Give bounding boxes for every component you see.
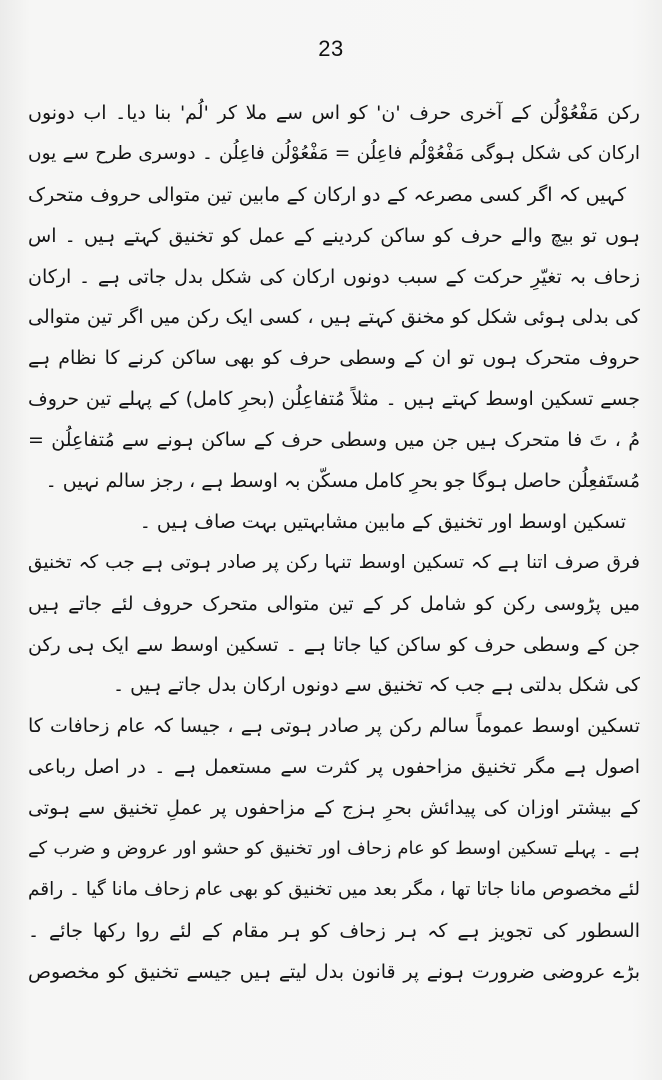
text-line: جن کے وسطی حرف کو ساکن کیا جاتا ہے ۔ تسکین اوسط سے ایک ہی رکن: [28, 633, 640, 656]
text-line: تسکین اوسط اور تخنیق کے مابین مشابہتیں بہت صاف ہیں ۔: [139, 510, 626, 533]
text-line: تسکین اوسط عموماً سالم رکن پر صادر ہوتی ہے ، جیسا کہ عام زحافات کا: [28, 715, 640, 738]
text-line: بڑے عروضی ضرورت ہونے پر قانون بدل لیتے ہیں جیسے تخنیق کو مخصوص: [28, 960, 640, 983]
text-line: رکن مَفْعُوْلُن کے آخری حرف 'ن' کو اس سے ملا کر 'لُم' بنا دیا۔ اب دونوں: [28, 102, 640, 124]
text-line: کی بدلی ہوئی شکل کو مخنق کہتے ہیں ، کسی ایک رکن میں اگر تین متوالی: [28, 306, 640, 329]
text-line: کہیں کہ اگر کسی مصرعہ کے دو ارکان کے مابین تین متوالی حروف متحرک: [28, 183, 626, 206]
text-line: کی شکل بدلتی ہے جب کہ تخنیق سے دونوں ارکان بدل جاتے ہیں ۔: [113, 674, 640, 697]
text-line: اصول ہے مگر تخنیق مزاحفوں پر کثرت سے مستعمل ہے ۔ در اصل رباعی: [28, 756, 640, 779]
text-line: میں پڑوسی رکن کو شامل کر کے تین متوالی متحرک حروف لئے جاتے ہیں: [28, 592, 640, 615]
text-line: ارکان کی شکل ہوگی مَفْعُوْلُم فاعِلُن = مَفْعُوْلُن فاعِلُن ۔ دوسری طرح سے یوں: [28, 142, 640, 164]
body-text: [28, 93, 640, 993]
text-line: حروف متحرک ہوں تو ان کے وسطی حرف کو بھی ساکن کرنے کا نظام ہے: [28, 347, 640, 370]
text-line: فرق صرف اتنا ہے کہ تسکین اوسط تنہا رکن پر صادر ہوتی ہے جب کہ تخنیق: [28, 551, 640, 573]
page-number: 23: [318, 36, 344, 61]
text-line: ہوں تو بیچ والے حرف کو ساکن کردینے کے عمل کو تخنیق کہتے ہیں ۔ اس: [28, 224, 640, 247]
text-line: لئے مخصوص مانا جاتا تھا ، مگر بعد میں تخنیق کو بھی عام زحاف مانا گیا ۔ راقم: [28, 878, 640, 900]
text-line: جسے تسکین اوسط کہتے ہیں ۔ مثلاً مُتفاعِلُن (بحرِ کامل) کے پہلے تین حروف: [28, 388, 640, 411]
text-line: مُستَفعِلُن حاصل ہوگا جو بحرِ کامل مسکّن بہ اوسط ہے ، رجز سالم نہیں ۔: [45, 470, 640, 493]
text-line: زحاف بہ تغیّرِ حرکت کے سبب دونوں ارکان کی شکل بدل جاتی ہے ۔ ارکان: [28, 265, 640, 288]
text-line: مُ ، تَ فا متحرک ہیں جن میں وسطی حرف کے ساکن ہونے سے مُتفاعِلُن =: [28, 429, 640, 452]
text-line: کے بیشتر اوزان کی پیدائش بحرِ ہزج کے مزاحفوں پر عملِ تخنیق سے ہوتی: [28, 797, 640, 820]
text-line: ہے ۔ پہلے تسکین اوسط کو عام زحاف اور تخنیق کو حشو اور عروض و ضرب کے: [28, 838, 640, 860]
text-line: السطور کی تجویز ہے کہ ہر زحاف کو ہر مقام کے لئے روا رکھا جائے ۔: [28, 919, 640, 942]
